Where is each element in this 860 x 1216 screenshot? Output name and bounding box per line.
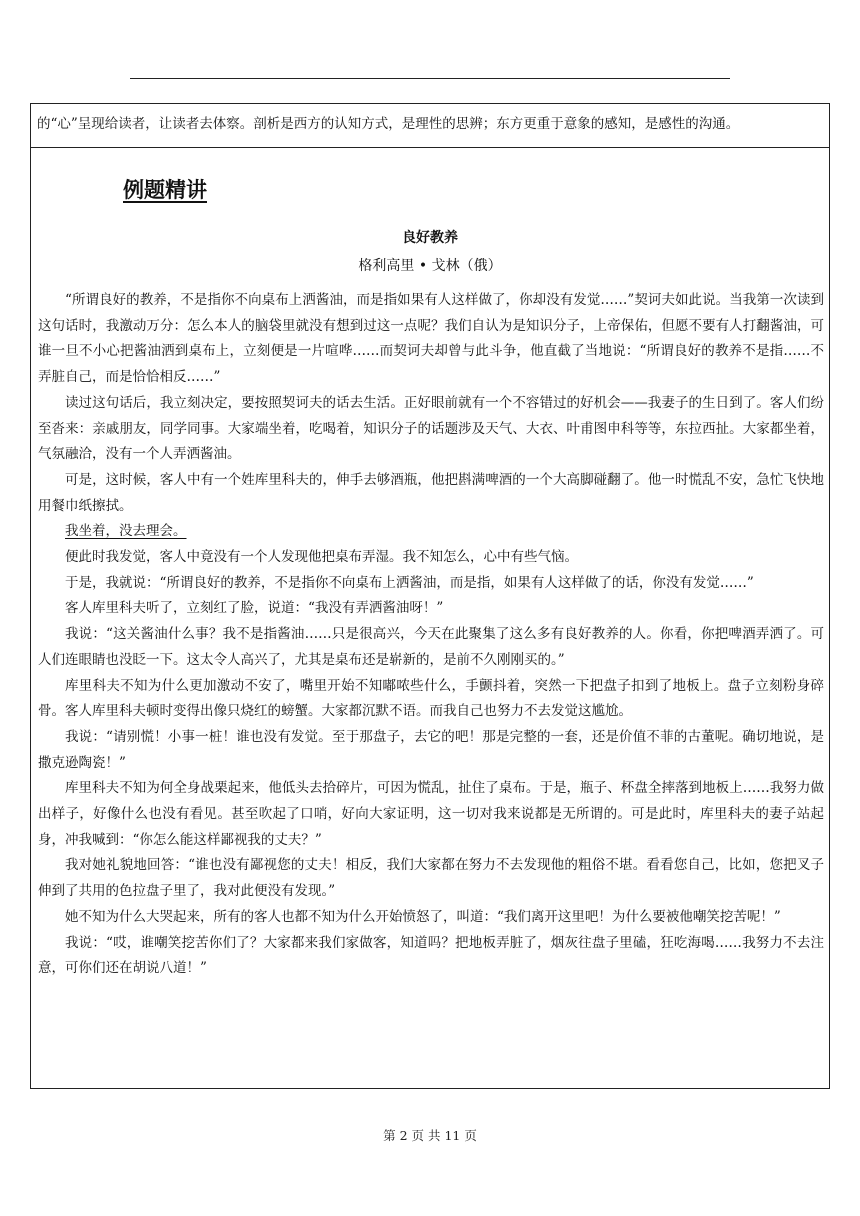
paragraph: 库里科夫不知为何全身战栗起来，他低头去拾碎片，可因为慌乱，扯住了桌布。于是，瓶子、杯盘全摔落到地板上……我努力做出样子，好像什么也没有看见。甚至吹起了口哨，好向大家证明，这一切对我来说都是无所谓的。可是此时，库里科夫的妻子站起身，冲我喊到：“你怎么能这样鄙视我的丈夫？” [38,780,824,848]
paragraph: 客人库里科夫听了，立刻红了脸，说道：“我没有弄洒酱油呀！” [65,600,444,617]
intro-cell [31,104,829,148]
article-body [38,288,824,982]
underlined-sentence: 我坐着，没去理会。 [65,523,187,540]
paragraph: 我说：“请别慌！小事一桩！谁也没有发觉。至于那盘子，去它的吧！那是完整的一套，还是价值不菲的古董呢。确切地说，是撒克逊陶瓷！” [38,728,824,771]
paragraph: 我说：“这关酱油什么事？我不是指酱油……只是很高兴，今天在此聚集了这么多有良好教养的人。你看，你把啤酒弄洒了。可人们连眼睛也没眨一下。这太令人高兴了，尤其是桌布还是崭新的，是前不久刚刚买的。” [38,626,824,668]
paragraph: 可是，这时候，客人中有一个姓库里科夫的，伸手去够酒瓶，他把斟满啤酒的一个大高脚碰翻了。他一时慌乱不安，急忙飞快地用餐巾纸擦拭。 [38,471,824,514]
paragraph: 便此时我发觉，客人中竟没有一个人发现他把桌布弄湿。我不知怎么，心中有些气恼。 [65,549,578,566]
paragraph: 库里科夫不知为什么更加激动不安了，嘴里开始不知嘟哝些什么，手颤抖着，突然一下把盘子扣到了地板上。盘子立刻粉身碎骨。客人库里科夫顿时变得出像只烧红的螃蟹。大家都沉默不语。而我自己也努力不去发觉这尴尬。 [38,677,824,720]
page-footer: 第 2 页 共 11 页 [383,1128,477,1143]
paragraph: 于是，我就说：“所谓良好的教养，不是指你不向桌布上洒酱油，而是指，如果有人这样做了的话，你没有发觉……” [65,574,754,591]
article-title: 良好教养 [402,230,458,246]
paragraph: “所谓良好的教养，不是指你不向桌布上洒酱油，而是指如果有人这样做了，你却没有发觉……”契诃夫如此说。当我第一次读到这句话时，我激动万分：怎么本人的脑袋里就没有想到过这一点呢？我们自认为是知识分子，上帝保佑，但愿不要有人打翻酱油，可谁一旦不小心把酱油洒到桌布上，立刻便是一片喧哗……而契诃夫却曾与此斗争，他直截了当地说：“所谓良好的教养不是指……不弄脏自己，而是恰恰相反……” [38,292,824,386]
content-frame [30,103,830,1089]
paragraph: 我对她礼貌地回答：“谁也没有鄙视您的丈夫！相反，我们大家都在努力不去发现他的粗俗不堪。看看您自己，比如，您把叉子伸到了共用的色拉盘子里了，我对此便没有发现。” [38,857,824,900]
paragraph: 读过这句话后，我立刻决定，要按照契诃夫的话去生活。正好眼前就有一个不容错过的好机会——我妻子的生日到了。客人们纷至沓来：亲戚朋友，同学同事。大家端坐着，吃喝着，知识分子的话题涉及天气、大衣、叶甫图申科等等，东拉西扯。大家都坐着，气氛融洽，没有一个人弄洒酱油。 [38,394,824,463]
section-heading: 例题精讲 [123,178,207,202]
header-rule [130,78,730,79]
paragraph: 她不知为什么大哭起来，所有的客人也都不知为什么开始愤怒了，叫道：“我们离开这里吧！为什么要被他嘲笑挖苦呢！” [65,908,781,925]
article-author: 格利高里 • 戈林（俄） [358,258,502,274]
paragraph: 我说：“哎，谁嘲笑挖苦你们了？大家都来我们家做客，知道吗？把地板弄脏了，烟灰往盘子里磕，狂吃海喝……我努力不去注意，可你们还在胡说八道！” [38,934,824,977]
paragraph-underlined [38,519,824,545]
intro-line: 的“心”呈现给读者，让读者去体察。剖析是西方的认知方式，是理性的思辨；东方更重于意象的感知，是感性的沟通。 [37,116,740,132]
